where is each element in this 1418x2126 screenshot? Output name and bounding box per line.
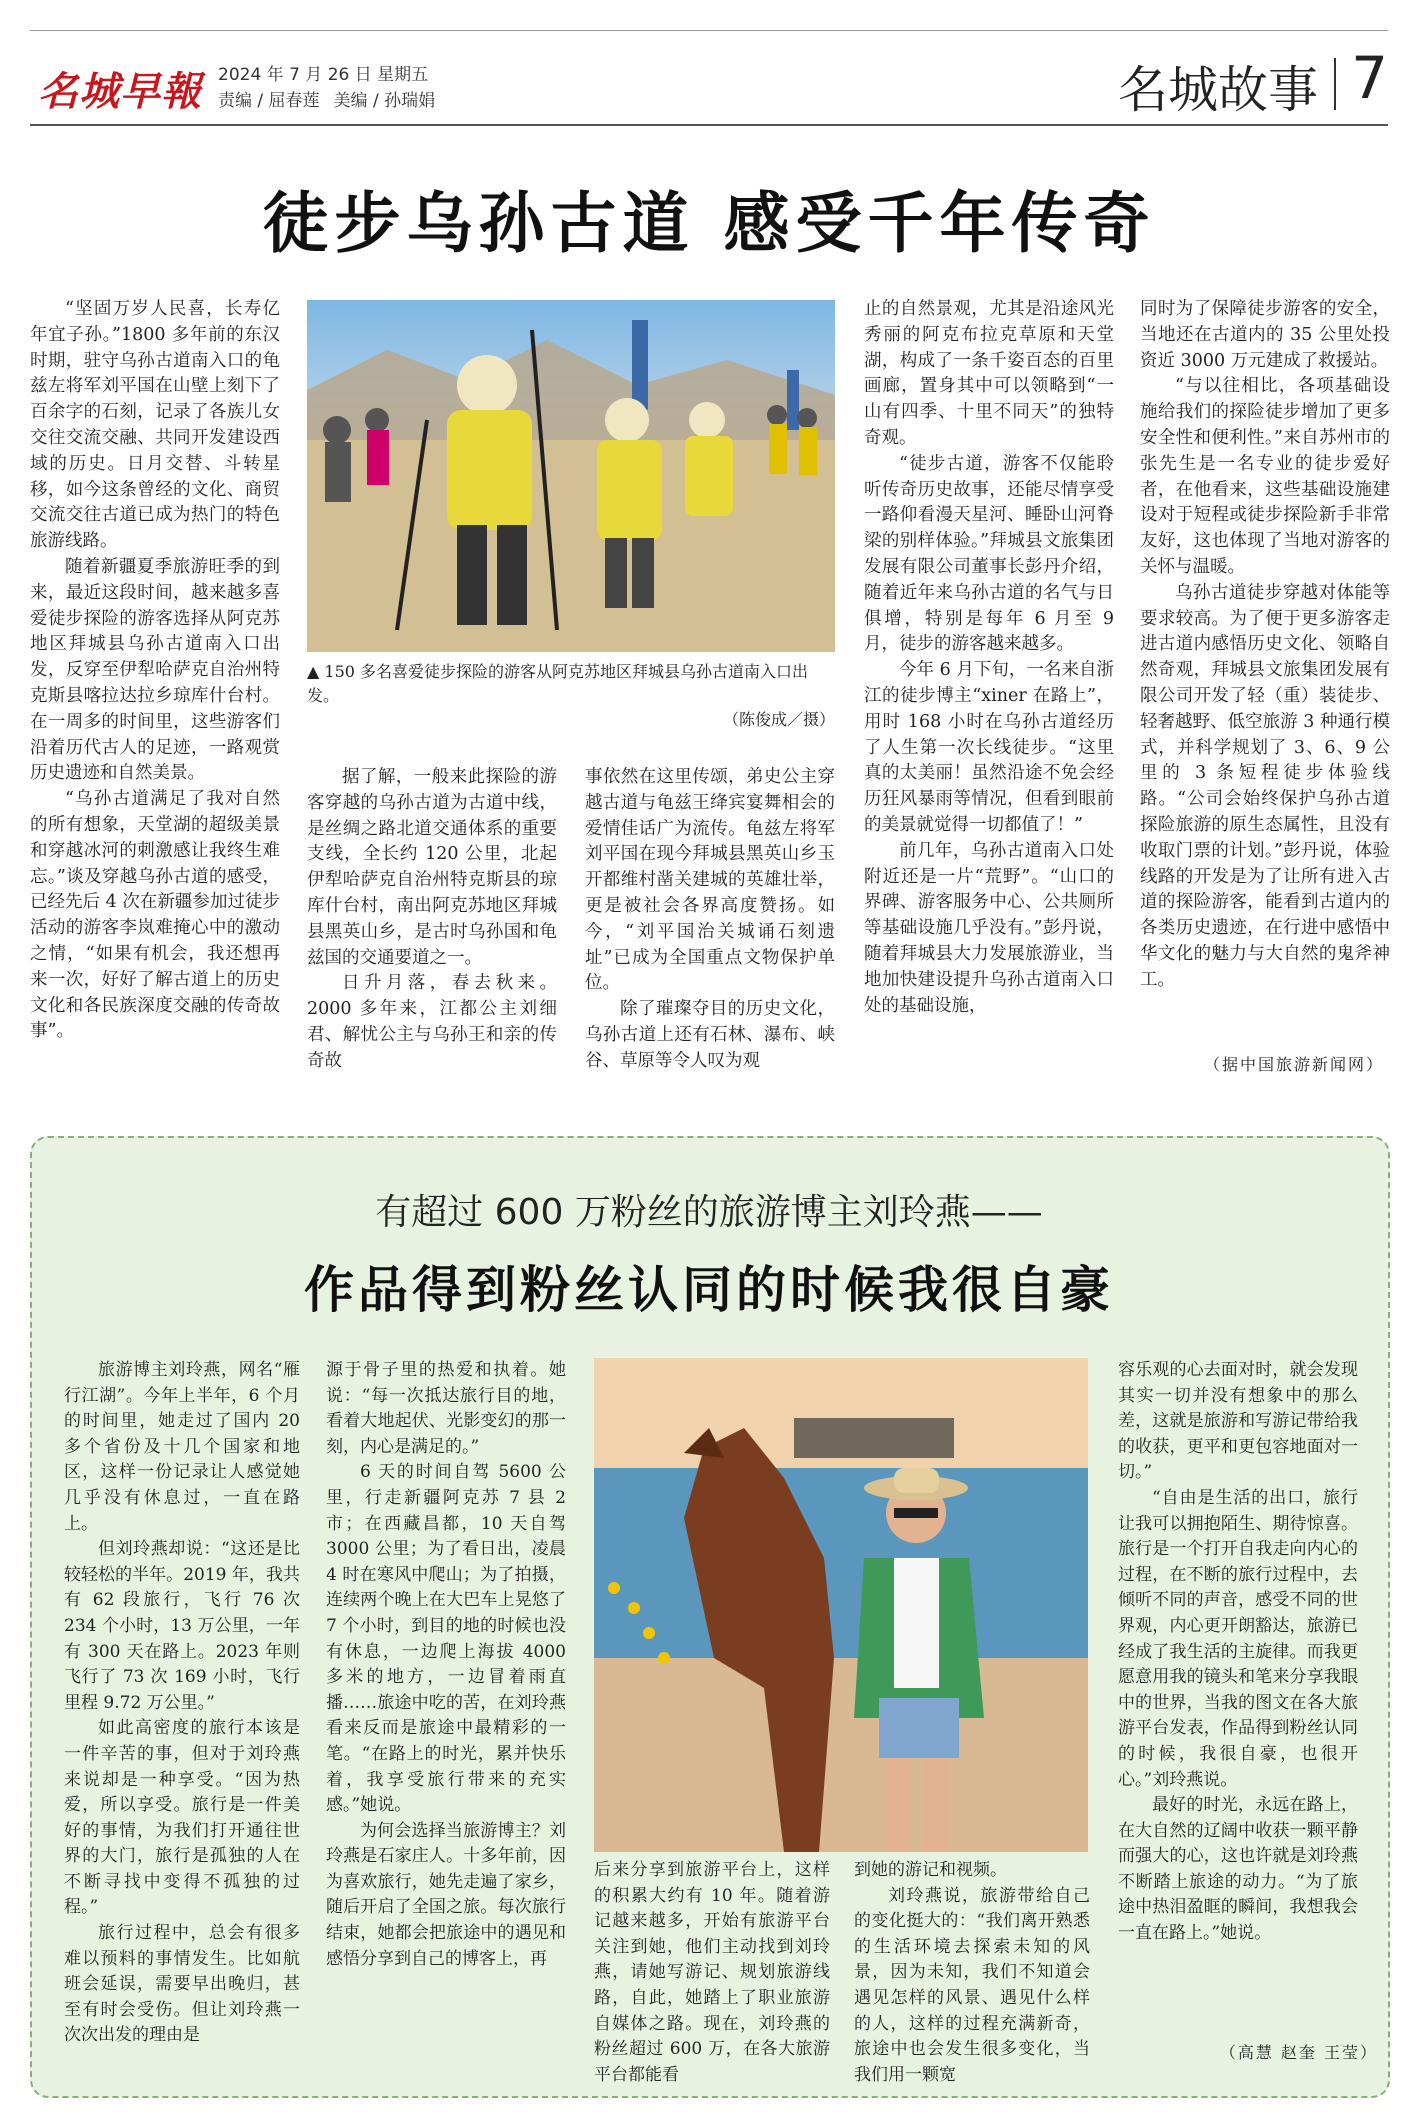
article1-source: （据中国旅游新闻网） [1203, 1055, 1384, 1074]
paragraph: 今年 6 月下旬，一名来自浙江的徒步博主“xiner 在路上”，用时 168 小时在乌孙古道经历了人生第一次长线徒步。“这里真的太美丽！虽然沿途不免会经历狂风暴雨等情况，但看到眼前的美景就觉得一切都值了！” [864, 660, 1114, 835]
paragraph: “坚固万岁人民喜，长寿亿年宜子孙。”1800 多年前的东汉时期，驻守乌孙古道南入口的龟兹左将军刘平国在山壁上刻下了百余字的石刻，记录了各族儿女交往交流交融、共同开发建设西域的历史。日月交替、斗转星移，如今这条曾经的文化、商贸交流交往古道已成为热门的特色旅游线路。 [30, 299, 280, 552]
article2-column-1 [64, 1358, 300, 2049]
paragraph: 止的自然景观，尤其是沿途风光秀丽的阿克布拉克草原和天堂湖，构成了一条千姿百态的百里画廊，置身其中可以领略到“一山有四季、十里不同天”的独特奇观。 [864, 299, 1114, 448]
caption-text: ▲ 150 多名喜爱徒步探险的游客从阿克苏地区拜城县乌孙古道南入口出发。 [307, 662, 809, 705]
article2-authors: （高慧 赵奎 王莹） [1219, 2043, 1378, 2062]
photo1-caption [307, 660, 835, 732]
designer-credit: 美编 / 孙瑞娟 [333, 91, 436, 111]
paragraph: 事依然在这里传颂，弟史公主穿越古道与龟兹王绛宾宴舞相会的爱情佳话广为流传。龟兹左将军刘平国在现今拜城县黑英山乡玉开都维村凿关建城的英雄壮举，更是被社会各界高度赞扬。如今，“刘平国治关城诵石刻遗址”已成为全国重点文物保护单位。 [585, 767, 835, 994]
paragraph: 容乐观的心去面对时，就会发现其实一切并没有想象中的那么差，这就是旅游和写游记带给我的收获，更平和更包容地面对一切。” [1118, 1360, 1358, 1483]
issue-date: 2024 年 7 月 26 日 星期五 [218, 65, 429, 85]
hikers-photo-illustration [307, 300, 835, 652]
header-rule [30, 124, 1388, 126]
article2-headline: 作品得到粉丝认同的时候我很自豪 [304, 1260, 1114, 1319]
hikers-photo [307, 300, 835, 652]
article2-subheadline: 有超过 600 万粉丝的旅游博主刘玲燕—— [375, 1192, 1043, 1233]
paragraph: 最好的时光，永远在路上，在大自然的辽阔中收获一颗平静而强大的心，这也许就是刘玲燕不断踏上旅途的动力。“为了旅途中热泪盈眶的瞬间，我想我会一直在路上。”她说。 [1118, 1795, 1358, 1944]
newspaper-logo: 名城早報 [38, 68, 202, 115]
paragraph: 旅游博主刘玲燕，网名“雁行江湖”。今年上半年，6 个月的时间里，她走过了国内 20 多个省份及十几个国家和地区，这样一份记录让人感觉她几乎没有休息过，一直在路上。 [64, 1360, 300, 1534]
issue-meta [218, 62, 449, 114]
editor-credit: 责编 / 屈春莲 [218, 91, 320, 111]
paragraph: 但刘玲燕却说：“这还是比较轻松的半年。2019 年，我共有 62 段旅行，飞行 76 次 234 个小时，13 万公里，一年有 300 天在路上。2023 年则飞行了 73 次 169 小时，飞行里程 9.72 万公里。” [64, 1539, 300, 1713]
paragraph: 源于骨子里的热爱和执着。她说：“每一次抵达旅行目的地，看着大地起伏、光影变幻的那一刻，内心是满足的。” [326, 1360, 566, 1457]
paragraph: “与以往相比，各项基础设施给我们的探险徒步增加了更多安全性和便利性。”来自苏州市的张先生是一名专业的徒步爱好者，在他看来，这些基础设施建设对于短程或徒步探险新手非常友好，这也体现了当地对游客的关怀与温暖。 [1140, 376, 1390, 577]
article1-column-4 [864, 297, 1114, 1019]
paragraph: “乌孙古道满足了我对自然的所有想象，天堂湖的超级美景和穿越冰河的刺激感让我终生难忘。”谈及穿越乌孙古道的感受，已经先后 4 次在新疆参加过徒步活动的游客李岚难掩心中的激动之情，“如果有机会，我还想再来一次，好好了解古道上的历史文化和各民族深度交融的传奇故事”。 [30, 789, 280, 1042]
article2-column-2 [326, 1358, 566, 1972]
paragraph: 刘玲燕说，旅游带给自己的变化挺大的：“我们离开熟悉的生活环境去探索未知的风景，因为未知，我们不知道会遇见怎样的风景、遇见什么样的人，这样的过程充满新奇，旅途中也会发生很多变化，当我们用一颗宽 [854, 1885, 1090, 2085]
paragraph: 除了璀璨夺目的历史文化，乌孙古道上还有石林、瀑布、峡谷、草原等令人叹为观 [585, 999, 835, 1071]
paragraph: “徒步古道，游客不仅能聆听传奇历史故事，还能尽情享受一路仰看漫天星河、睡卧山河脊梁的别样体验。”拜城县文旅集团发展有限公司董事长彭丹介绍，随着近年来乌孙古道的名气与日俱增，特别是每年 6 月至 9 月，徒步的游客越来越多。 [864, 453, 1114, 655]
article2-column-3 [594, 1858, 830, 2088]
caption-credit: （陈俊成／摄） [722, 710, 835, 729]
paragraph: 到她的游记和视频。 [854, 1860, 1007, 1880]
paragraph: 6 天的时间自驾 5600 公里，行走新疆阿克苏 7 县 2 市；在西藏昌都，10 天自驾 3000 公里；为了看日出，凌晨 4 时在寒风中爬山；为了拍摄，连续两个晚上在大巴车上晃悠了 7 个小时，到目的地的时候也没有休息，一边爬上海拔 4000 多米的地方，一边冒着雨直播……旅途中吃的苦，在刘玲燕看来反而是旅途中最精彩的一笔。“在路上的时光，累并快乐着，我享受旅行带来的充实感。”她说。 [326, 1462, 566, 1816]
paragraph: 日升月落，春去秋来。2000 多年来，江都公主刘细君、解忧公主与乌孙王和亲的传奇故 [307, 973, 557, 1071]
paragraph: 后来分享到旅游平台上，这样的积累大约有 10 年。随着游记越来越多，开始有旅游平台关注到她，他们主动找到刘玲燕，请她写游记、规划旅游线路，自此，她踏上了职业旅游自媒体之路。现在，刘玲燕的粉丝超过 600 万，在各大旅游平台都能看 [594, 1860, 830, 2085]
article1-headline: 徒步乌孙古道 感受千年传奇 [262, 185, 1156, 262]
paragraph: 旅行过程中，总会有很多难以预料的事情发生。比如航班会延误，需要早出晚归，甚至有时会受伤。但让刘玲燕一次次出发的理由是 [64, 1923, 300, 2046]
page-number: 7 [1351, 44, 1388, 112]
article2-column-5 [1118, 1358, 1358, 1947]
section-title: 名城故事 [1118, 61, 1318, 119]
article1-column-1 [30, 297, 280, 1045]
paragraph: 如此高密度的旅行本该是一件辛苦的事，但对于刘玲燕来说却是一种享受。“因为热爱，所以享受。旅行是一件美好的事情，为我们打开通往世界的大门，旅行是孤独的人在不断寻找中变得不孤独的过程。” [64, 1718, 300, 1918]
paragraph: 随着新疆夏季旅游旺季的到来，最近这段时间，越来越多喜爱徒步探险的游客选择从阿克苏地区拜城县乌孙古道南入口出发，反穿至伊犁哈萨克自治州特克斯县喀拉达拉乡琼库什台村。在一周多的时间里，这些游客们沿着历代古人的足迹，一路观赏历史遗迹和自然美景。 [30, 556, 280, 784]
paragraph: 据了解，一般来此探险的游客穿越的乌孙古道为古道中线，是丝绸之路北道交通体系的重要支线，全长约 120 公里，北起伊犁哈萨克自治州特克斯县的琼库什台村，南出阿克苏地区拜城县黑英山乡，是古时乌孙国和龟兹国的交通要道之一。 [307, 767, 557, 968]
blogger-with-horse-photo [594, 1358, 1088, 1852]
section-divider [1334, 58, 1336, 110]
article1-column-5 [1140, 297, 1390, 994]
paragraph: 同时为了保障徒步游客的安全，当地还在古道内的 35 公里处投资近 3000 万元建成了救援站。 [1140, 299, 1390, 371]
top-rule [30, 30, 1388, 31]
article2-column-4 [854, 1858, 1090, 2088]
paragraph: “自由是生活的出口，旅行让我可以拥抱陌生、期待惊喜。旅行是一个打开自我走向内心的过程，在不断的旅行过程中，去倾听不同的声音，感受不同的世界观，内心更开朗豁达，旅游已经成了我生活的主旋律。而我更愿意用我的镜头和笔来分享我眼中的世界，当我的图文在各大旅游平台发表，作品得到粉丝认同的时候，我很自豪，也很开心。”刘玲燕说。 [1118, 1487, 1358, 1790]
paragraph: 前几年，乌孙古道南入口处附近还是一片“荒野”。“山口的界碑、游客服务中心、公共厕所等基础设施几乎没有。”彭丹说，随着拜城县大力发展旅游业，当地加快建设提升乌孙古道南入口处的基础设施， [864, 840, 1114, 1016]
article1-column-3 [585, 765, 835, 1075]
paragraph: 为何会选择当旅游博主？刘玲燕是石家庄人。十多年前，因为喜欢旅行，她先走遍了家乡，随后开启了全国之旅。每次旅行结束，她都会把旅途中的遇见和感悟分享到自己的博客上，再 [326, 1820, 566, 1969]
blogger-photo-illustration [594, 1358, 1088, 1852]
article1-column-2 [307, 765, 557, 1075]
paragraph: 乌孙古道徒步穿越对体能等要求较高。为了便于更多游客走进古道内感悟历史文化、领略自然奇观，拜城县文旅集团发展有限公司开发了轻（重）装徒步、轻奢越野、低空旅游 3 种通行模式，并科学规划了 3、6、9 公里的 3 条短程徒步体验线路。“公司会始终保护乌孙古道探险旅游的原生态属性，且没有收取门票的计划。”彭丹说，体验线路的开发是为了让所有进入古道的探险游客，能看到古道内的各类历史遗迹，在行进中感悟中华文化的魅力与大自然的鬼斧神工。 [1140, 582, 1390, 990]
